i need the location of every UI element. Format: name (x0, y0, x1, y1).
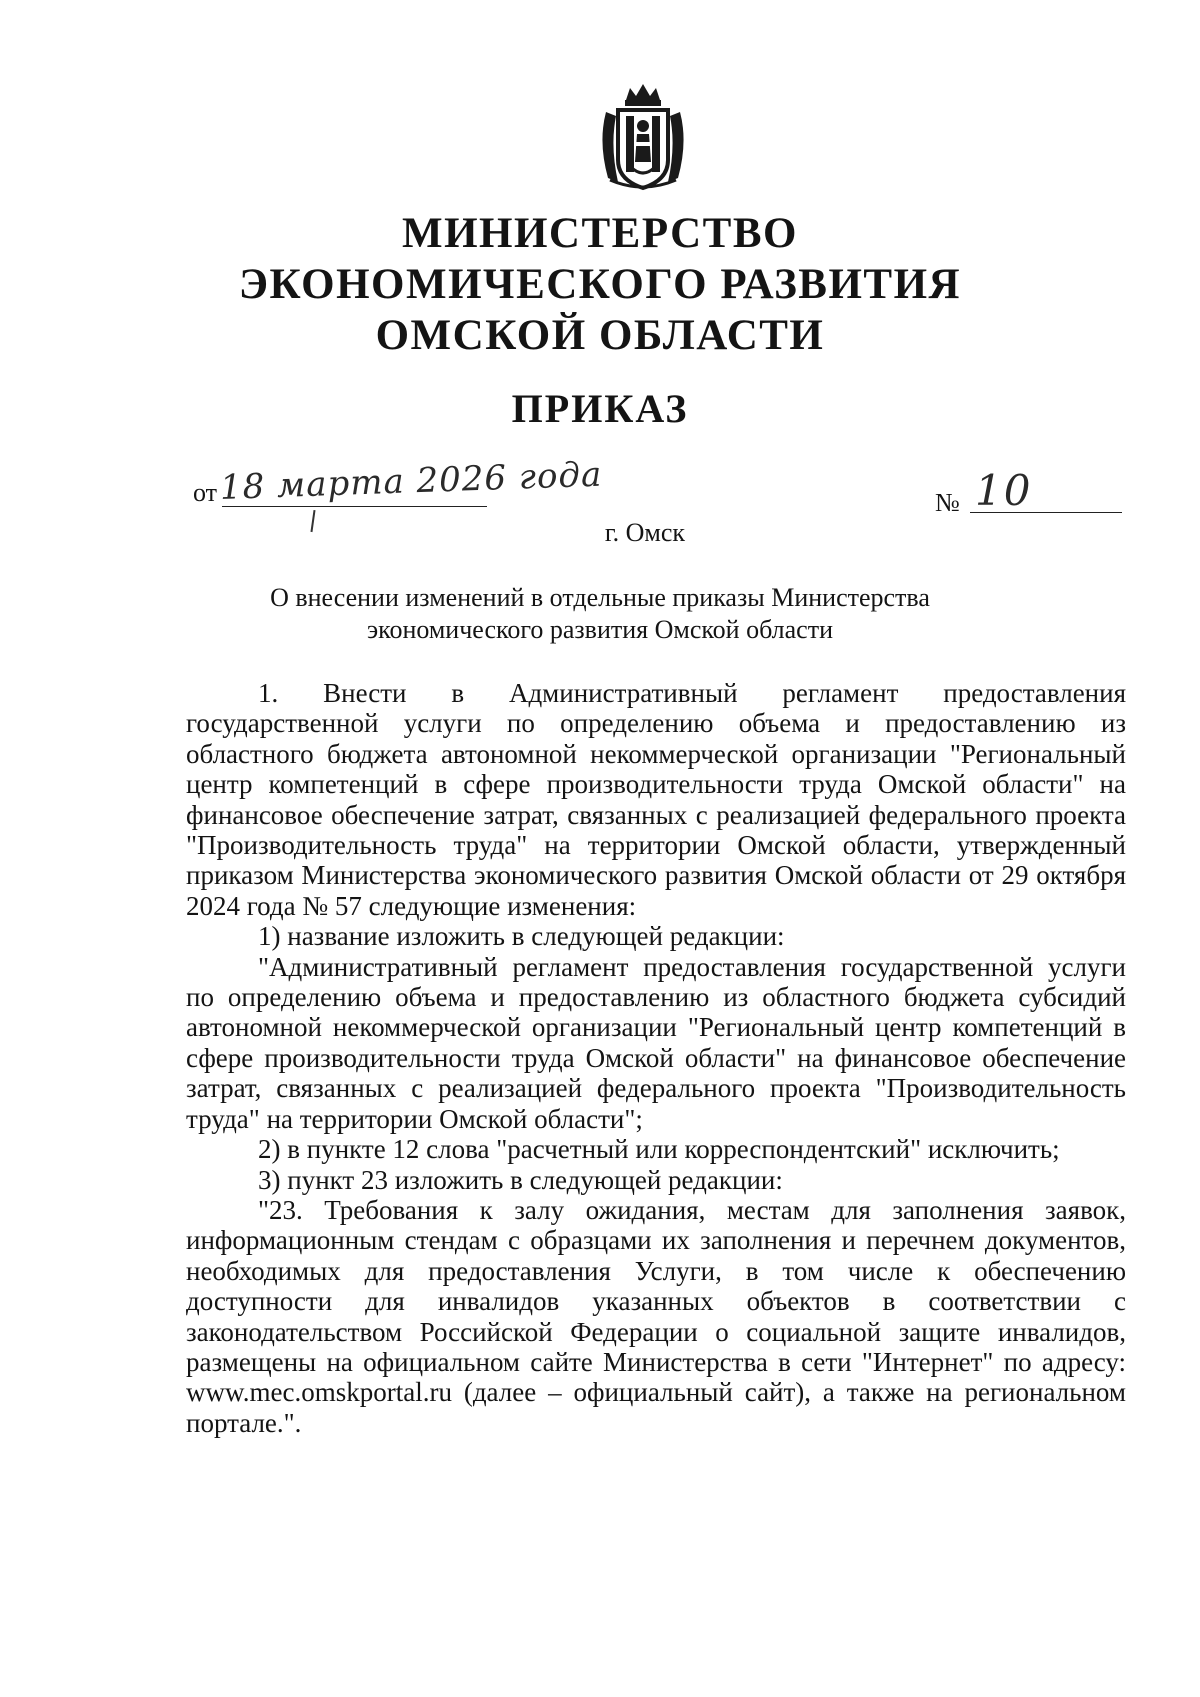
city: г. Омск (604, 518, 686, 547)
paragraph-1: 1. Внести в Административный регламент предоставления государственной услуги по определению объема и предоставлению из областного бюджета автономной некоммерческой организации "Региональный центр компетенций в сфере производительности труда Омской области" на финансовое обеспечение затрат, связанных с реализацией федерального проекта "Производительность труда" на территории Омской области, утвержденный приказом Министерства экономического развития Омской области от 29 октября 2024 года № 57 следующие изменения: (186, 678, 1126, 921)
handwritten-date: 18 марта 2026 года (219, 454, 603, 508)
date-underline (222, 506, 487, 507)
paragraph-5: 3) пункт 23 изложить в следующей редакции: (258, 1164, 783, 1195)
document-type-title: ПРИКАЗ (511, 386, 689, 431)
paragraph-3: "Административный регламент предоставления государственной услуги по определению объема и предоставлению из областного бюджета субсидий автономной некоммерческой организации "Региональный центр компетенций в сфере производительности труда Омской области" на финансовое обеспечение затрат, связанных с реализацией федерального проекта "Производительность труда" на территории Омской области"; (186, 951, 1126, 1134)
paragraph-4: 2) в пункте 12 слова "расчетный или корреспондентский" исключить; (258, 1134, 1060, 1165)
ministry-name-line1: МИНИСТЕРСТВО (402, 210, 798, 257)
date-label: от (193, 478, 218, 507)
order-subject (0, 582, 1200, 646)
number-underline (970, 512, 1122, 513)
handwritten-number: 10 (975, 466, 1033, 515)
number-label: № (935, 488, 960, 517)
subject-line2: экономического развития Омской области (366, 615, 834, 644)
ministry-name-line2: ЭКОНОМИЧЕСКОГО РАЗВИТИЯ (238, 261, 962, 308)
coat-of-arms-icon (596, 82, 690, 192)
paragraph-2: 1) название изложить в следующей редакции: (258, 921, 785, 952)
paragraph-6: "23. Требования к залу ожидания, местам для заполнения заявок, информационным стендам с образцами их заполнения и перечнем документов, необходимых для предоставления Услуги, в том числе к обеспечению доступности для инвалидов указанных объектов в соответствии с законодательством Российской Федерации о социальной защите инвалидов, размещены на официальном сайте Министерства в сети "Интернет" по адресу: www.mec.omskportal.ru (далее – официальный сайт), а также на региональном портале.". (186, 1194, 1126, 1438)
order-body (186, 678, 1126, 1438)
subject-line1: О внесении изменений в отдельные приказы Министерства (270, 583, 930, 612)
ministry-name-line3: ОМСКОЙ ОБЛАСТИ (375, 312, 825, 359)
